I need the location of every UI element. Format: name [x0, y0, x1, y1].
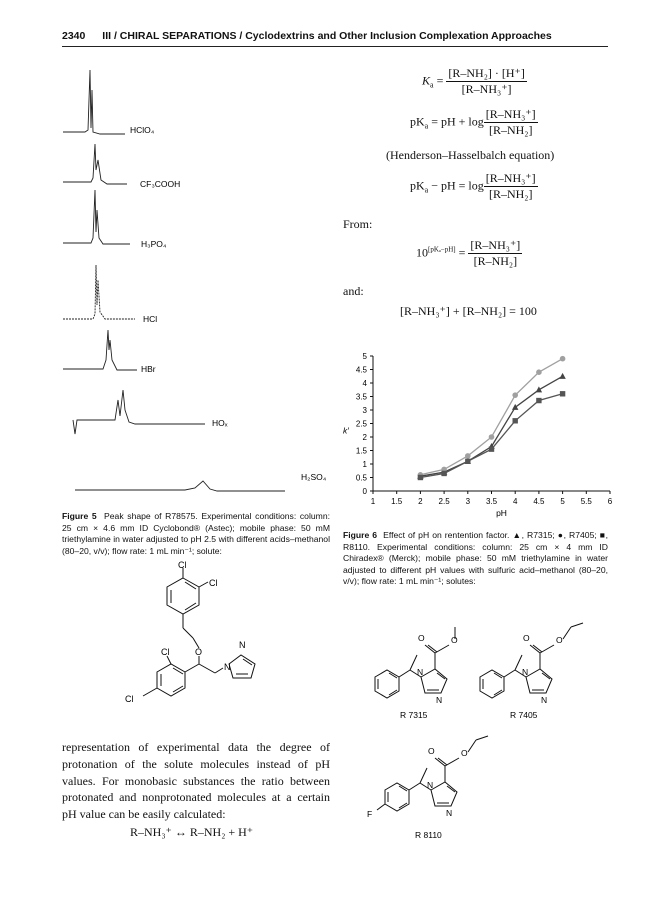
r8110-atom-f: F [367, 809, 373, 819]
power-numerator: [R–NH₃⁺] [470, 238, 521, 252]
power-fraction [468, 238, 522, 269]
y-tick-label: 3.5 [355, 392, 367, 402]
atom-cl-2: Cl [209, 578, 218, 588]
y-tick-label: 3 [362, 406, 367, 415]
x-tick-label: 5 [560, 497, 565, 506]
series-r7315 [417, 373, 566, 479]
pka-subscript: a [424, 121, 429, 131]
point-r8110 [536, 398, 541, 403]
trace-cf3cooh [63, 144, 127, 184]
trace-label-hcl: HCl [143, 314, 158, 324]
pka2-fraction [484, 171, 538, 202]
y-tick-label: 0 [362, 487, 367, 496]
atom-o: O [195, 647, 203, 657]
solute-label-r7405: R 7405 [510, 710, 538, 720]
point-r7315 [559, 373, 565, 379]
x-tick-label: 1.5 [391, 497, 403, 506]
ka-numerator: [R–NH₂] · [H⁺] [448, 66, 525, 80]
r8110-atom-n2: N [446, 808, 453, 818]
pka-denominator: [R–NH₂] [488, 123, 533, 137]
hh-label: (Henderson–Hasselbalch equation) [386, 148, 555, 162]
r8110-atom-n1: N [427, 780, 434, 790]
trace-h3po4 [63, 190, 130, 244]
y-tick-label: 4 [362, 379, 367, 388]
x-tick-label: 5.5 [580, 497, 592, 506]
point-r7405 [536, 369, 542, 375]
r8110-atom-o1: O [428, 746, 435, 756]
ka-symbol: K [422, 73, 431, 88]
equilibrium-equation: R–NH₃⁺ ↔ R–NH₂ + H⁺ [130, 825, 254, 839]
figure5-caption-text: Peak shape of R78575. Experimental conditions: column: 25 cm × 4.6 mm ID Cyclobond® (Astec); mobile phase: 50 mM triethylamine in water adjusted to pH 2.5 with different acids–methanol (80–20, v/v); flow rate: 1 mL min⁻¹; solute: [62, 511, 330, 556]
x-tick-label: 4.5 [533, 497, 545, 506]
trace-label-h3po4: H₃PO₄ [141, 239, 167, 249]
figure5-caption [62, 511, 330, 557]
x-tick-label: 2.5 [438, 497, 450, 506]
r7315-atom-o2: O [451, 635, 458, 645]
point-r7315 [536, 386, 542, 392]
from-label: From: [343, 217, 373, 231]
pka2-symbol: pK [410, 178, 425, 193]
point-r8110 [489, 446, 494, 451]
solute-label-r8110: R 8110 [415, 830, 442, 840]
y-axis-label: k′ [343, 425, 349, 436]
atom-cl-3: Cl [161, 647, 170, 657]
trace-h2so4 [75, 481, 285, 491]
pka-rhs: = pH + log [428, 114, 484, 129]
pka-fraction [484, 107, 538, 138]
point-r7405 [512, 392, 518, 398]
r8110-atom-o2: O [461, 748, 468, 758]
body-paragraph: representation of experimental data the degree of protonation of the solute molecules instead of pH values. For monobasic substances the ratio between protonated and nonprotonated molecules at a certain pH value can be easily calculated: [62, 740, 330, 822]
figure5-solute-structure [115, 560, 285, 710]
pka-symbol: pK [410, 114, 425, 129]
atom-n-1: N [224, 662, 231, 672]
ka-fraction [446, 66, 527, 97]
power-exponent: [pKₐ−pH] [428, 245, 456, 254]
point-r8110 [560, 391, 565, 396]
y-tick-label: 0.5 [355, 473, 367, 483]
y-tick-label: 2 [362, 433, 367, 442]
sum-equation: [R–NH₃⁺] + [R–NH₂] = 100 [400, 304, 537, 318]
trace-label-cf3cooh: CF₃COOH [140, 179, 181, 189]
series-r7405 [418, 356, 566, 478]
trace-hbr [63, 330, 137, 370]
atom-cl-4: Cl [125, 694, 134, 704]
and-label: and: [343, 284, 364, 298]
x-tick-label: 1 [370, 497, 376, 506]
page-number: 2340 [62, 30, 86, 42]
pka-numerator: [R–NH₃⁺] [485, 107, 536, 121]
trace-label-hclo4: HClO₄ [130, 125, 155, 135]
y-tick-label: 4.5 [355, 365, 367, 375]
point-r7315 [512, 404, 518, 410]
ka-subscript: a [430, 80, 434, 90]
pka2-rhs: − pH = log [428, 178, 484, 193]
y-tick-label: 2.5 [355, 419, 367, 429]
r7405-atom-n2: N [541, 695, 548, 705]
y-tick-label: 5 [362, 352, 367, 361]
power-denominator: [R–NH₂] [473, 254, 518, 268]
point-r8110 [441, 471, 446, 476]
x-tick-label: 3.5 [485, 497, 498, 506]
figure6-solute-structures [355, 605, 615, 845]
trace-label-hox: HOₓ [212, 418, 228, 428]
figure6-caption [343, 530, 608, 588]
trace-hclo4 [63, 70, 125, 134]
chart-axes [343, 352, 613, 518]
figure6-caption-label: Figure 6 [343, 530, 378, 540]
pka-ph-equation [410, 171, 538, 202]
x-tick-label: 2 [418, 497, 423, 506]
figure5-chromatograms [55, 60, 345, 510]
point-r7405 [489, 434, 495, 440]
power-equals: = [455, 245, 469, 260]
running-title: III / CHIRAL SEPARATIONS / Cyclodextrins and Other Inclusion Complexation Approaches [102, 30, 552, 42]
figure6-chart [335, 346, 620, 521]
power-base: 10 [416, 245, 428, 260]
atom-n-2: N [239, 640, 246, 650]
x-tick-label: 4 [512, 497, 518, 506]
r7405-atom-o2: O [556, 635, 563, 645]
x-axis-label: pH [496, 508, 507, 518]
series-line-r7405 [420, 359, 562, 475]
atom-cl-1: Cl [178, 560, 187, 570]
y-tick-label: 1 [362, 460, 367, 469]
trace-label-h2so4: H₂SO₄ [301, 472, 327, 482]
point-r8110 [465, 459, 470, 464]
page-header [62, 30, 608, 47]
power-equation [416, 238, 522, 269]
ka-denominator: [R–NH₃⁺] [461, 82, 512, 96]
pka-equation [410, 107, 538, 138]
r7315-atom-n2: N [436, 695, 443, 705]
y-tick-label: 1.5 [355, 446, 367, 456]
pka2-numerator: [R–NH₃⁺] [485, 171, 536, 185]
figure6-caption-text: Effect of pH on rentention factor. ▲, R7315; ●, R7405; ■, R8110. Experimental conditions: column: 25 cm × 4 mm ID Chiradex® (Merck); mobile phase: 50 mM triethylamine in water adjusted to different pH values with sulfuric acid–methanol (80–20, v/v); flow rate: 1 mL min⁻¹; solutes: [343, 530, 608, 586]
x-tick-label: 6 [607, 497, 613, 506]
r7315-atom-n1: N [417, 667, 424, 677]
point-r7405 [560, 356, 566, 362]
figure5-caption-label: Figure 5 [62, 511, 97, 521]
pka2-denominator: [R–NH₂] [488, 187, 533, 201]
point-r7405 [465, 453, 471, 459]
r7315-atom-o1: O [418, 633, 425, 643]
solute-label-r7315: R 7315 [400, 710, 428, 720]
r7405-atom-n1: N [522, 667, 529, 677]
ka-equation: $K_a$ = $\frac{\text{[R–NH₂] · [H⁺]}}{\text{[R–NH₃⁺]}}$ [422, 66, 525, 96]
pka2-subscript: a [424, 185, 429, 195]
point-r8110 [418, 475, 423, 480]
chart-marks [417, 356, 566, 480]
r7405-atom-o1: O [523, 633, 530, 643]
trace-hox [73, 390, 205, 434]
x-tick-label: 3 [465, 497, 471, 506]
point-r8110 [513, 418, 518, 423]
trace-hcl [63, 265, 135, 319]
trace-label-hbr: HBr [141, 364, 156, 374]
